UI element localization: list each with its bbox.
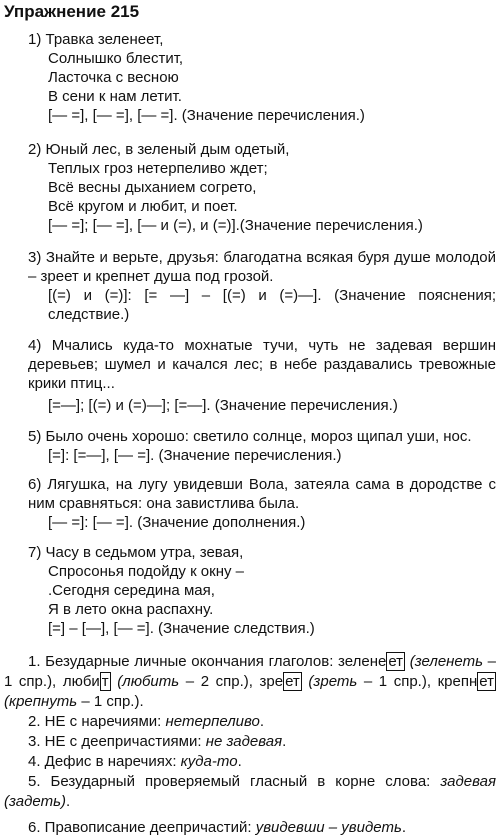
exercise-6	[28, 475, 496, 532]
exercise-title: Упражнение 215	[4, 2, 140, 21]
sentence-text: 5) Было очень хорошо: светило солнце, мороз щипал уши, нос.	[28, 428, 472, 445]
exercise-4	[28, 336, 496, 415]
note-1: 1. Безударные личные окончания глаголов: зелене ет (зеленеть – 1 спр.), люби т (любить – 2 спр.), зре ет (зреть – 1 спр.), крепн ет (крепнуть – 1 спр.).	[4, 653, 496, 710]
exercise-1	[28, 30, 365, 125]
sentence-scheme: [=] – [—], [— =]. (Значение следствия.)	[48, 620, 315, 637]
sentence-scheme: [— =]: [— =]. (Значение дополнения.)	[48, 514, 306, 531]
sentence-scheme: [— =], [— =], [— =]. (Значение перечисления.)	[48, 107, 365, 124]
sentence-scheme: [=—]; [(=) и (=)—]; [=—]. (Значение перечисления.)	[48, 397, 398, 414]
ending-highlight: ет	[388, 653, 404, 670]
note-4: 4. Дефис в наречиях: куда-то.	[28, 753, 242, 770]
ending-highlight: ет	[285, 673, 300, 690]
poem-line: 2) Юный лес, в зеленый дым одетый,	[28, 141, 290, 158]
note-5: 5. Безударный проверяемый гласный в корне слова: задевая (задеть).	[4, 773, 496, 810]
exercise-7	[28, 543, 315, 638]
note-3: 3. НЕ с деепричастиями: не задевая.	[28, 733, 287, 750]
sentence-text: 3) Знайте и верьте, друзья: благодатна всякая буря душе молодой – зреет и крепнет душа под грозой.	[28, 249, 496, 285]
sentence-text: 6) Лягушка, на лугу увидевши Вола, затеяла сама в дородстве с ним сравняться: она завистлива была.	[28, 476, 496, 512]
sentence-scheme: [— =]; [— =], [— и (=), и (=)].(Значение перечисления.)	[48, 217, 423, 234]
note-6: 6. Правописание деепричастий: увидевши – увидеть.	[28, 819, 407, 836]
poem-line: Солнышко блестит,	[48, 50, 184, 67]
poem-line: 7) Часу в седьмом утра, зевая,	[28, 544, 244, 561]
ending-highlight: т	[101, 673, 109, 690]
poem-line: Теплых гроз нетерпеливо ждет;	[48, 160, 268, 177]
poem-line: 1) Травка зеленеет,	[28, 31, 164, 48]
spelling-notes	[4, 652, 496, 838]
sentence-scheme: [(=) и (=)]: [= —] – [(=) и (=)—]. (Значение пояснения; следствие.)	[48, 287, 496, 323]
exercise-3	[28, 248, 496, 324]
sentence-scheme: [=]: [=—], [— =]. (Значение перечисления.)	[48, 447, 342, 464]
poem-line: Спросонья подойду к окну –	[48, 563, 244, 580]
note-2: 2. НЕ с наречиями: нетерпеливо.	[28, 713, 265, 730]
poem-line: Ласточка с весною	[48, 69, 179, 86]
exercise-5	[28, 427, 496, 465]
poem-line: В сени к нам летит.	[48, 88, 182, 105]
poem-line: Я в лето окна распахну.	[48, 601, 214, 618]
poem-line: .Сегодня середина мая,	[48, 582, 215, 599]
poem-line: Всё кругом и любит, и поет.	[48, 198, 238, 215]
exercise-2	[28, 140, 423, 235]
sentence-text: 4) Мчались куда-то мохнатые тучи, чуть не задевая вершин деревьев; шумел и качался лес; в небе раздавались тревожные крики птиц...	[28, 337, 496, 392]
ending-highlight: ет	[479, 673, 494, 690]
poem-line: Всё весны дыханием согрето,	[48, 179, 257, 196]
